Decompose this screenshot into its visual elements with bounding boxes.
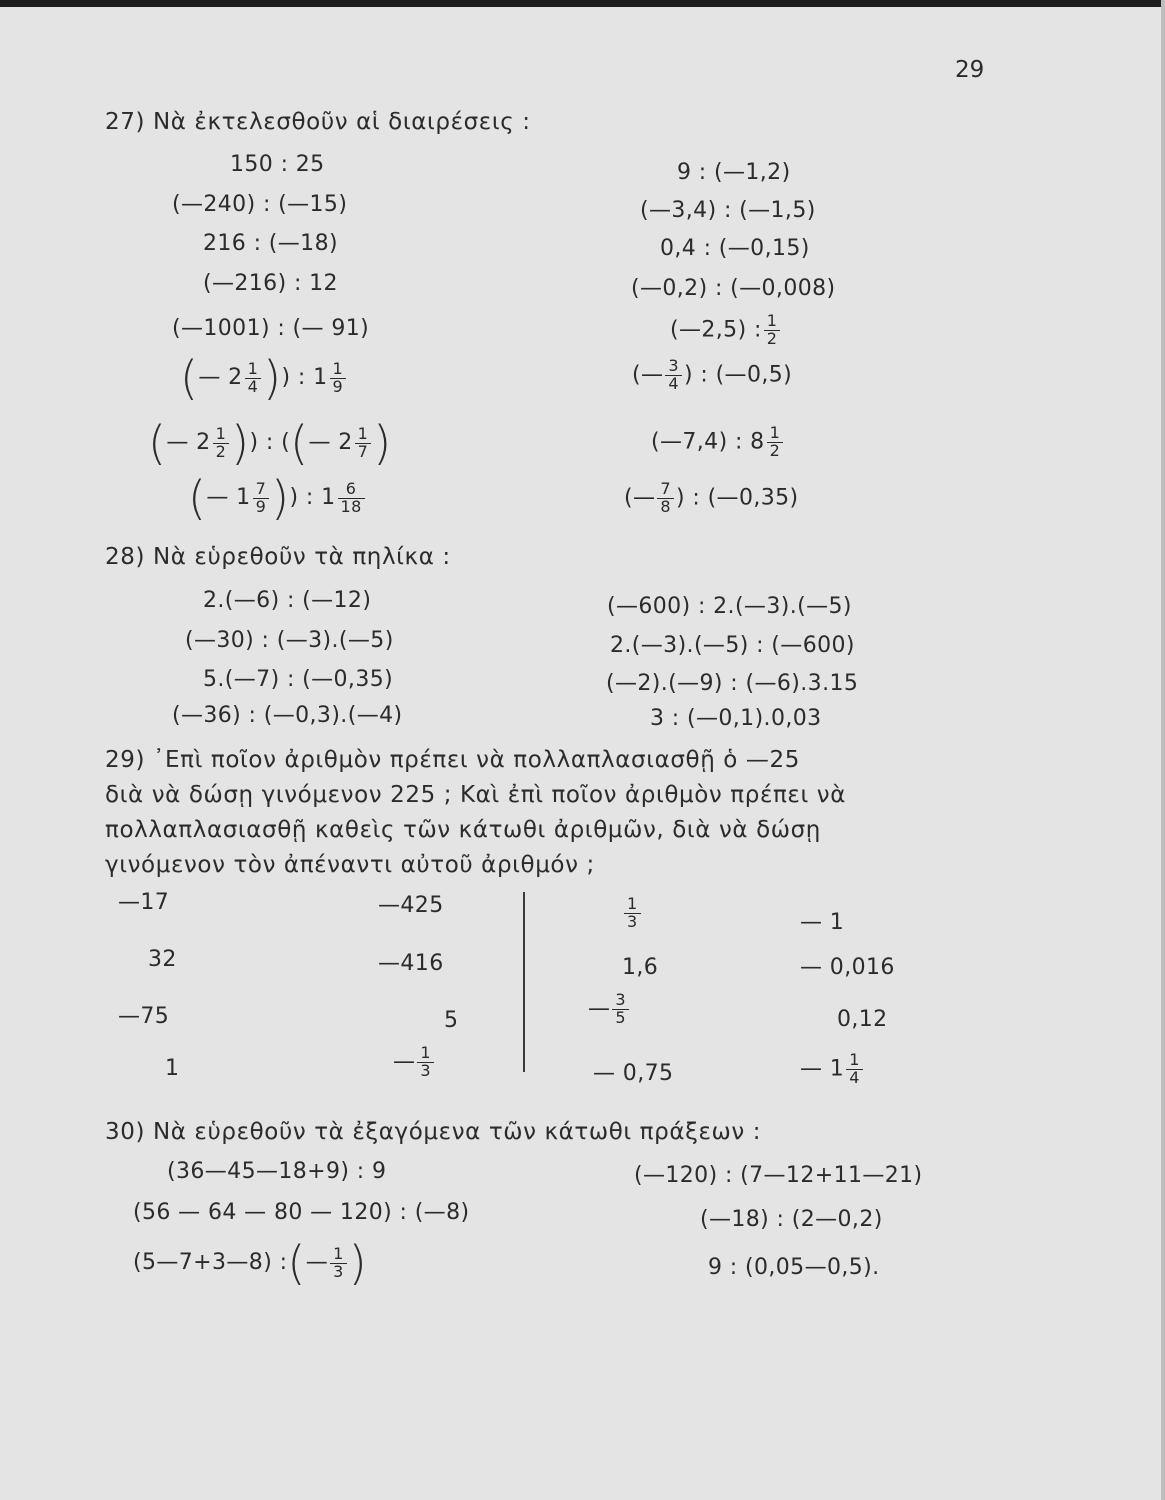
exercise-28-heading: 28) Νὰ εὑρεθοῦν τὰ πηλίκα : (105, 544, 451, 570)
ex29-line-1: 29) ᾿Επὶ ποῖον ἀριθμὸν πρέπει νὰ πολλαπλασιασθῇ ὁ —25 (105, 747, 800, 773)
fraction: $\frac{1}{3}$ (624, 896, 641, 931)
ex27-left-8: (— 1 $\frac{7}{9}$ )) : 1 $\frac{6}{18}$ (188, 475, 367, 521)
ex28-right-1: (—600) : 2.(—3).(—5) (607, 594, 852, 619)
ex29-col2-1: —425 (378, 893, 444, 918)
ex27-left-1: 150 : 25 (230, 152, 325, 177)
ex30-right-1: (—120) : (7—12+11—21) (634, 1163, 923, 1188)
ex27-left-6: (— 2 $\frac{1}{4}$ )) : 1 $\frac{1}{9}$ (180, 355, 348, 401)
ex27-left-5: (—1001) : (— 91) (172, 316, 370, 341)
ex28-right-4: 3 : (—0,1).0,03 (650, 706, 822, 731)
ex29-col1-2: 32 (148, 947, 177, 972)
ex29-col4-1: — 1 (800, 910, 845, 935)
ex27-right-6: (— $\frac{3}{4}$ ) : (—0,5) (632, 356, 793, 393)
ex27-right-3: 0,4 : (—0,15) (660, 236, 810, 261)
ex28-right-3: (—2).(—9) : (—6).3.15 (606, 671, 859, 696)
fraction: $\frac{1}{3}$ (417, 1045, 434, 1080)
ex29-col2-4: — $\frac{1}{3}$ (393, 1045, 436, 1080)
ex27-right-4: (—0,2) : (—0,008) (631, 276, 836, 301)
ex29-col4-3: 0,12 (837, 1007, 888, 1032)
fraction: $\frac{1}{2}$ (767, 425, 784, 460)
ex29-col4-4: — 1 $\frac{1}{4}$ (800, 1052, 865, 1087)
ex30-left-1: (36—45—18+9) : 9 (167, 1159, 387, 1184)
fraction: $\frac{1}{2}$ (213, 426, 230, 461)
ex29-line-4: γινόμενον τὸν ἀπέναντι αὐτοῦ ἀριθμόν ; (105, 852, 595, 878)
scan-top-edge (0, 0, 1165, 7)
exercise-27-heading: 27) Νὰ ἐκτελεσθοῦν αἱ διαιρέσεις : (105, 109, 531, 135)
fraction: $\frac{1}{2}$ (764, 313, 781, 348)
ex29-col3-3: — $\frac{3}{5}$ (588, 992, 631, 1027)
fraction: $\frac{1}{9}$ (330, 361, 347, 396)
ex27-left-3: 216 : (—18) (203, 231, 338, 256)
ex29-col3-4: — 0,75 (593, 1061, 674, 1086)
ex29-col3-1 (622, 896, 643, 931)
ex30-right-2: (—18) : (2—0,2) (700, 1207, 883, 1232)
ex29-col2-3: 5 (444, 1008, 459, 1033)
ex27-left-2: (—240) : (—15) (172, 192, 348, 217)
fraction: $\frac{3}{4}$ (665, 358, 682, 393)
page-number: 29 (955, 57, 985, 83)
ex29-col3-2: 1,6 (622, 955, 659, 980)
fraction: $\frac{7}{8}$ (657, 481, 674, 516)
scan-right-edge (1161, 0, 1165, 1500)
ex27-right-5: (—2,5) : $\frac{1}{2}$ (670, 313, 782, 348)
ex28-left-1: 2.(—6) : (—12) (203, 588, 372, 613)
ex27-right-7: (—7,4) : 8 $\frac{1}{2}$ (651, 425, 785, 460)
ex29-col1-3: —75 (118, 1004, 170, 1029)
ex30-right-3: 9 : (0,05—0,5). (708, 1255, 880, 1280)
ex27-right-2: (—3,4) : (—1,5) (640, 198, 816, 223)
ex29-line-3: πολλαπλασιασθῇ καθεὶς τῶν κάτωθι ἀριθμῶν, διὰ νὰ δώσῃ (105, 817, 821, 843)
fraction: $\frac{3}{5}$ (612, 992, 629, 1027)
fraction: $\frac{1}{4}$ (846, 1052, 863, 1087)
ex29-col1-4: 1 (165, 1056, 180, 1081)
exercise-30-heading: 30) Νὰ εὑρεθοῦν τὰ ἐξαγόμενα τῶν κάτωθι πράξεων : (105, 1119, 762, 1145)
fraction: $\frac{1}{4}$ (245, 361, 262, 396)
ex27-left-4: (—216) : 12 (203, 271, 338, 296)
fraction: $\frac{1}{7}$ (355, 426, 372, 461)
fraction: $\frac{1}{3}$ (330, 1246, 347, 1281)
ex29-line-2: διὰ νὰ δώσῃ γινόμενον 225 ; Καὶ ἐπὶ ποῖον ἀριθμὸν πρέπει νὰ (105, 782, 846, 808)
ex30-left-2: (56 — 64 — 80 — 120) : (—8) (133, 1200, 470, 1225)
ex30-left-3: (5—7+3—8) :(— $\frac{1}{3}$ ) (133, 1236, 368, 1290)
ex28-right-2: 2.(—3).(—5) : (—600) (610, 633, 855, 658)
column-divider (523, 892, 525, 1072)
ex27-right-1: 9 : (—1,2) (677, 160, 791, 185)
ex29-col2-2: —416 (378, 951, 444, 976)
ex28-left-3: 5.(—7) : (—0,35) (203, 667, 394, 692)
ex29-col1-1: —17 (118, 890, 170, 915)
ex29-col4-2: — 0,016 (800, 955, 895, 980)
fraction: $\frac{7}{9}$ (253, 481, 270, 516)
ex27-left-7: (— 2 $\frac{1}{2}$ )) : ((— 2 $\frac{1}{7}$ ) (148, 416, 392, 470)
fraction: $\frac{6}{18}$ (338, 481, 365, 516)
ex28-left-2: (—30) : (—3).(—5) (185, 628, 394, 653)
ex27-right-8: (— $\frac{7}{8}$ ) : (—0,35) (624, 479, 799, 516)
ex28-left-4: (—36) : (—0,3).(—4) (172, 703, 403, 728)
